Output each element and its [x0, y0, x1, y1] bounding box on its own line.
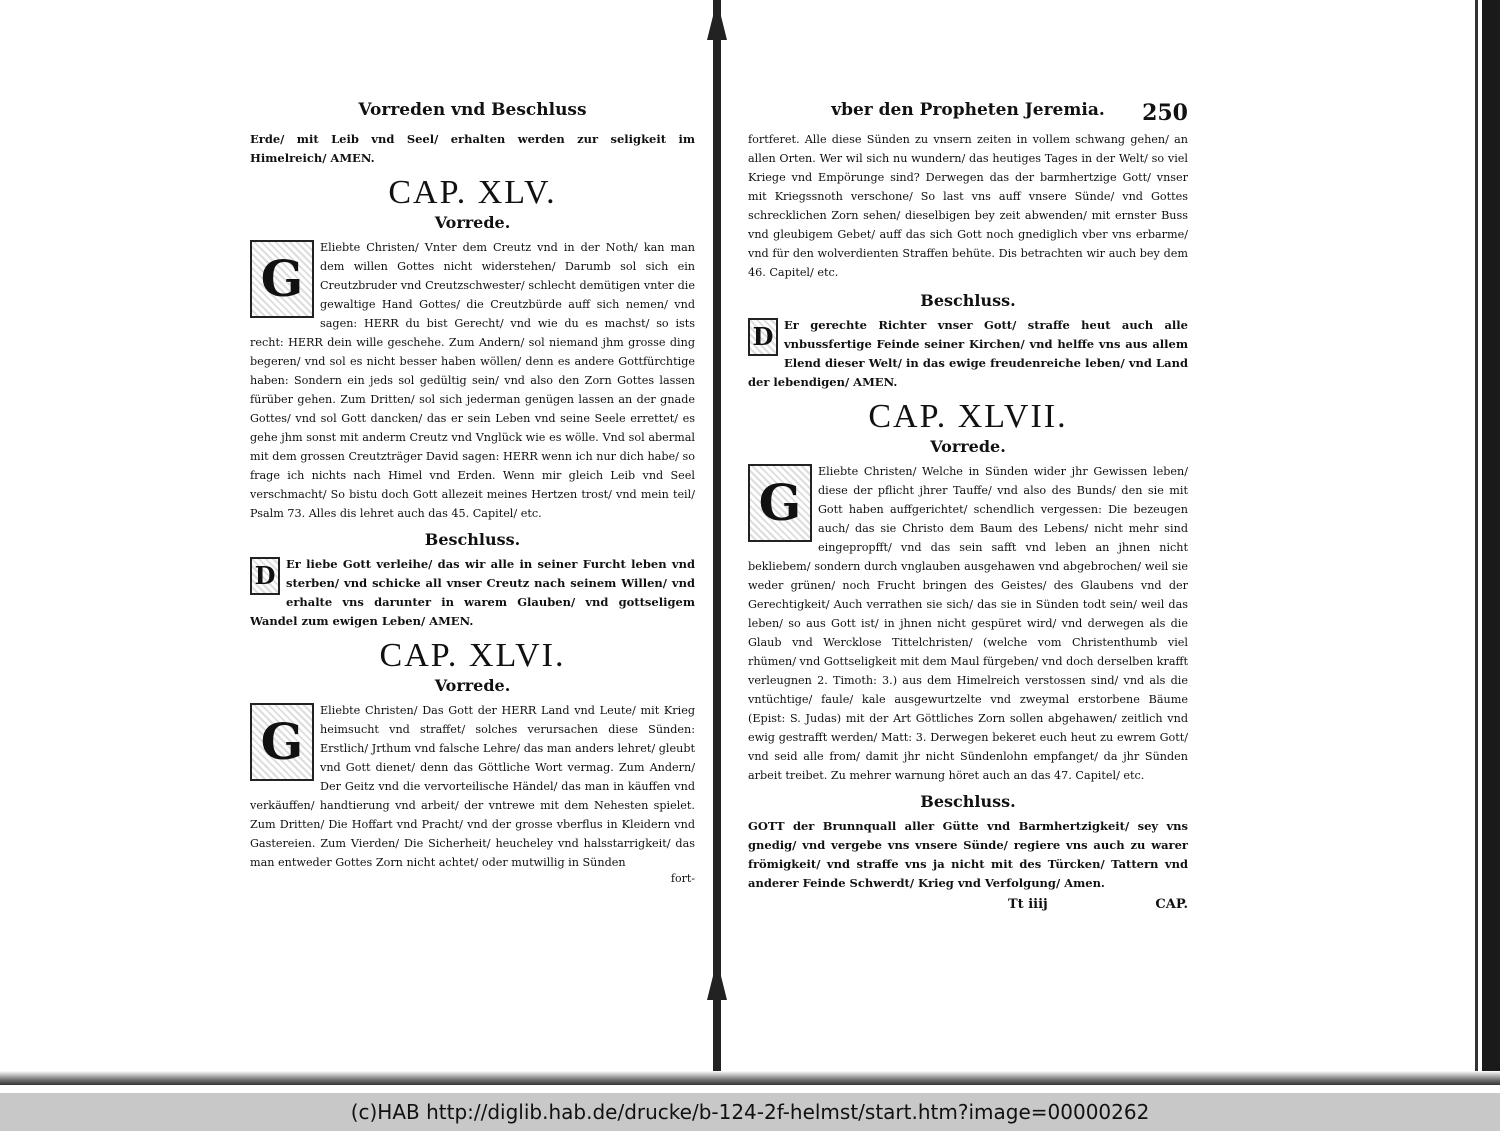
cap46-vorrede-label: Vorrede.	[434, 676, 511, 695]
cap47-beschluss-text: GOTT der Brunnquall aller Gütte vnd Barmhertzigkeit/ sey vns gnedig/ vnd vergebe vns vnsere Sünde/ regiere vns auch zu warer frömigkeit/ vnd straffe vns ja nicht mit des Türcken/ Tattern vnd anderer Feinde Schwerdt/ Krieg vnd Verfolgung/ Amen.	[748, 819, 1188, 890]
book-gutter	[713, 0, 721, 1085]
right-page	[748, 100, 1188, 912]
cap47-vorrede-label: Vorrede.	[930, 437, 1006, 456]
cap45-beschluss-text: Er liebe Gott verleihe/ das wir alle in seiner Furcht leben vnd sterben/ vnd schicke all vnser Creutz nach seinem Willen/ vnd erhalte vns darunter in warem Glauben/ vnd gottseligem Wandel zum ewigen Leben/ AMEN.	[250, 557, 695, 628]
cap47-vorrede	[748, 462, 1188, 785]
cap47-title: CAP. XLVII.	[868, 398, 1068, 435]
running-head-text: Vorreden vnd Beschluss	[358, 100, 587, 120]
running-head-text: vber den Propheten Jeremia.	[831, 100, 1105, 120]
copyright-caption: (c)HAB http://diglib.hab.de/drucke/b-124-2f-helmst/start.htm?image=00000262	[0, 1093, 1500, 1131]
decorated-initial: G	[250, 240, 314, 318]
decorated-initial: D	[748, 318, 778, 356]
cap47-beschluss-label: Beschluss.	[920, 792, 1016, 811]
cap45-title: CAP. XLV.	[388, 174, 557, 211]
page-edge-dark	[1482, 0, 1500, 1085]
gutter-notch-bottom	[707, 960, 727, 1000]
page-edge-line	[1475, 0, 1478, 1085]
cap46-beschluss-text: Er gerechte Richter vnser Gott/ straffe heut auch alle vnbussfertige Feinde seiner Kirchen/ vnd helffe vns aus allem Elend dieser Welt/ in das ewige freudenreiche leben/ vnd Land der lebendigen/ AMEN.	[748, 318, 1188, 389]
cap45-beschluss	[250, 555, 695, 631]
decorated-initial: G	[250, 703, 314, 781]
cap46-beschluss	[748, 316, 1188, 392]
cap45-vorrede	[250, 238, 695, 523]
cap46-beschluss-label: Beschluss.	[920, 291, 1016, 310]
cap46-vorrede-text: Eliebte Christen/ Das Gott der HERR Land vnd Leute/ mit Krieg heimsucht vnd straffet/ solches verursachen diese Sünden: Erstlich/ Jrthum vnd falsche Lehre/ das man anders lehret/ gleubt vnd Gott dienet/ denn das Göttliche Wort vermag. Zum Andern/ Der Geitz vnd die vervorteilische Händel/ das man in käuffen vnd verkäuffen/ handtierung vnd arbeit/ der vntrewe mit dem Nehesten spielet. Zum Dritten/ Die Hoffart vnd Pracht/ vnd der grosse vberflus in Kleidern vnd Gastereien. Zum Vierden/ Die Sicherheit/ heucheley vnd halsstarrigkeit/ das man entweder Gottes Zorn nicht achtet/ oder mutwillig in Sünden	[250, 704, 695, 869]
bottom-shadow	[0, 1071, 1500, 1085]
cap46-vorrede	[250, 701, 695, 872]
cap45-vorrede-label: Vorrede.	[434, 213, 511, 232]
left-carry-over: Erde/ mit Leib vnd Seel/ erhalten werden zur seligkeit im Himelreich/ AMEN.	[250, 132, 695, 165]
right-running-head	[748, 100, 1188, 126]
cap45-beschluss-label: Beschluss.	[424, 530, 521, 549]
gutter-notch-top	[707, 0, 727, 40]
cap45-vorrede-text: Eliebte Christen/ Vnter dem Creutz vnd in der Noth/ kan man dem willen Gottes nicht widerstehen/ Darumb sol sich ein Creutzbruder vnd Creutzschwester/ schlecht demütigen vnter die gewaltige Hand Gottes/ die Creutzbürde auff sich nemen/ vnd sagen: HERR du bist Gerecht/ vnd wie du es machst/ so ists recht: HERR dein wille geschehe. Zum Andern/ sol niemand jhm grosse ding begeren/ vnd sol es nicht besser haben wöllen/ denn es andere Gottfürchtige haben: Sondern ein jeds sol gedültig sein/ vnd also den Zorn Gottes lassen fürüber gehen. Zum Dritten/ sol sich jederman genügen lassen an der gnade Gottes/ vnd sol Gott dancken/ das er sein Leben vnd seine Seele errettet/ es gehe jhm sonst mit anderm Creutz vnd Vnglück wie es wölle. Vnd sol abermal mit dem grossen Creutzträger David sagen: HERR wenn ich nur dich habe/ so frage ich nichts nach Himel vnd Erden. Wenn mir gleich Leib vnd Seel verschmacht/ So bistu doch Gott allezeit meines Hertzen trost/ vnd mein teil/ Psalm 73. Alles dis lehret auch das 45. Capitel/ etc.	[250, 241, 695, 520]
signature-mark: Tt iiij	[1008, 897, 1048, 912]
right-carry-over: fortferet. Alle diese Sünden zu vnsern zeiten in vollem schwang gehen/ an allen Orten. Wer wil sich nu wundern/ das heutiges Tages in der Welt/ so viel Kriege vnd Empörunge sind? Derwegen das der barmhertzige Gott/ vnser mit Kriegssnoth verschone/ So last vns auff vnsere Sünde/ vnd Gottes schrecklichen Zorn sehen/ dieselbigen bey zeit abwenden/ mit ernster Buss vnd gleubigem Gebet/ auff das sich Gott noch gnediglich vber vns erbarme/ vnd für den wolverdienten Straffen behüte. Dis betrachten wir auch bey dem 46. Capitel/ etc.	[748, 133, 1188, 279]
folio-number: 250	[1142, 100, 1188, 126]
decorated-initial: G	[748, 464, 812, 542]
cap46-title: CAP. XLVI.	[379, 637, 566, 674]
left-running-head	[250, 100, 695, 126]
left-page	[250, 100, 695, 885]
signature-line	[748, 897, 1188, 912]
left-catchword: fort-	[670, 872, 695, 885]
decorated-initial: D	[250, 557, 280, 595]
cap47-vorrede-text: Eliebte Christen/ Welche in Sünden wider jhr Gewissen leben/ diese der pflicht jhrer Tauffe/ vnd also des Bunds/ den sie mit Gott haben auffgerichtet/ schendlich vergessen: Die bezeugen auch/ das sie Christo dem Baum des Lebens/ nicht mehr sind eingepropfft/ vnd das sein safft vnd leben an jhnen nicht bekliebem/ sondern durch vnglauben ausgehawen vnd abgebrochen/ weil sie weder grünen/ noch Frucht bringen des Geistes/ des Glaubens vnd der Gerechtigkeit/ Auch verrathen sie sich/ das sie in Sünden todt sein/ weil das leben/ so aus Gott ist/ in jhnen nicht gespüret wird/ vnd derwegen als die Glaub vnd Wercklose Tittelchristen/ (welche vom Christenthumb viel rhümen/ vnd Gottseligkeit mit dem Maul fürgeben/ vnd doch derselben krafft verleugnen 2. Timoth: 3.) aus dem Himelreich verstossen sind/ vnd als die vntüchtige/ faule/ kale ausgewurtzelte vnd zweymal erstorbene Bäume (Epist: S. Judas) mit der Art Göttliches Zorn sollen abgehawen/ zeitlich vnd ewig gestrafft werden/ Matt: 3. Derwegen bekeret euch heut zu ewrem Gott/ vnd seid alle from/ damit jhr nicht Sündenlohn empfanget/ da jhr Sünden arbeit treibet. Zu mehrer warnung höret auch an das 47. Capitel/ etc.	[748, 465, 1188, 782]
right-catchword: CAP.	[1155, 897, 1188, 912]
